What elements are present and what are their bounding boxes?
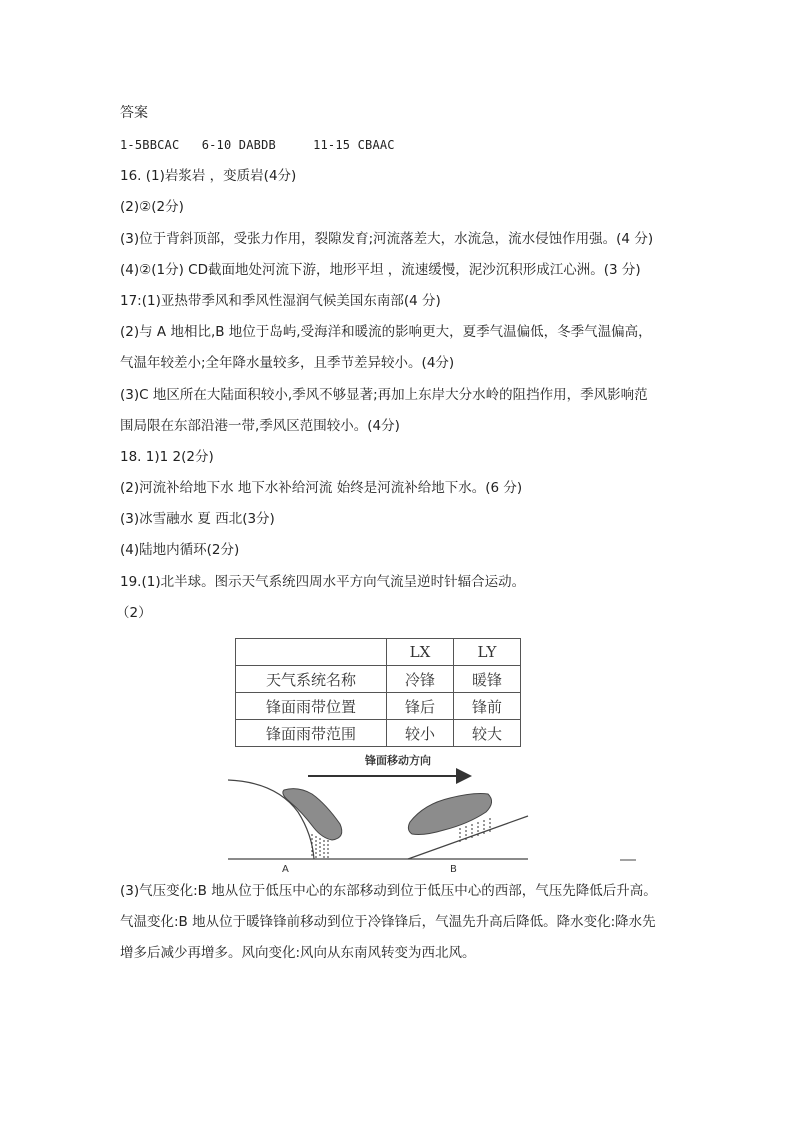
table-row bbox=[236, 693, 521, 720]
table-cell: 天气系统名称 bbox=[236, 666, 387, 693]
table-header-ly: LY bbox=[454, 639, 521, 666]
q17-line-1: 17:(1)亚热带季风和季风性湿润气候美国东南部(4 分) bbox=[120, 293, 441, 309]
front-movement-label: 锋面移动方向 bbox=[365, 754, 431, 767]
answer-title: 答案 bbox=[120, 105, 148, 121]
mc-answers bbox=[120, 135, 395, 155]
table-cell: 冷锋 bbox=[387, 666, 454, 693]
q19-part3-line-2: 气温变化:B 地从位于暖锋锋前移动到位于冷锋锋后，气温先升高后降低。降水变化:降水先 bbox=[120, 914, 656, 930]
q16-line-3: (3)位于背斜顶部，受张力作用，裂隙发育;河流落差大，水流急，流水侵蚀作用强。(4 分) bbox=[120, 231, 654, 247]
table-cell: 暖锋 bbox=[454, 666, 521, 693]
mc-answers-6-10: 6-10 DABDB bbox=[201, 138, 276, 152]
mc-answers-1-5: 1-5BBCAC bbox=[120, 138, 180, 152]
q18-line-1: 18. 1)1 2(2分) bbox=[120, 449, 214, 465]
q17-line-3: 气温年较差小;全年降水量较多，且季节差异较小。(4分) bbox=[120, 355, 455, 371]
table-cell: 较小 bbox=[387, 720, 454, 747]
q17-line-5: 围局限在东部沿港一带,季风区范围较小。(4分) bbox=[120, 418, 400, 434]
table-header-cell bbox=[236, 639, 387, 666]
table-row bbox=[236, 720, 521, 747]
front-comparison-table bbox=[235, 638, 521, 747]
q17-line-2: (2)与 A 地相比,B 地位于岛屿,受海洋和暖流的影响更大，夏季气温偏低，冬季气温偏高， bbox=[120, 324, 652, 340]
q19-part3-line-1: (3)气压变化:B 地从位于低压中心的东部移动到位于低压中心的西部，气压先降低后升高。 bbox=[120, 883, 657, 899]
location-label-a: A bbox=[282, 864, 289, 875]
table-cell: 较大 bbox=[454, 720, 521, 747]
table-cell: 锋前 bbox=[454, 693, 521, 720]
cold-front-cloud bbox=[283, 789, 342, 840]
q19-part3-line-3: 增多后减少再增多。风向变化:风向从东南风转变为西北风。 bbox=[120, 945, 476, 961]
location-label-b: B bbox=[450, 864, 457, 875]
mc-answers-11-15: 11-15 CBAAC bbox=[313, 138, 395, 152]
q19-line-1: 19.(1)北半球。图示天气系统四周水平方向气流呈逆时针辐合运动。 bbox=[120, 574, 526, 590]
front-diagram bbox=[228, 752, 638, 876]
q16-line-4: (4)②(1分) CD截面地处河流下游，地形平坦 ，流速缓慢，泥沙沉积形成江心洲。(3 分) bbox=[120, 262, 641, 278]
table-cell: 锋面雨带位置 bbox=[236, 693, 387, 720]
q16-line-2: (2)②(2分) bbox=[120, 199, 184, 215]
q18-line-3: (3)冰雪融水 夏 西北(3分) bbox=[120, 511, 275, 527]
table-cell: 锋后 bbox=[387, 693, 454, 720]
q19-part2-label: （2） bbox=[116, 605, 152, 621]
warm-front-cloud bbox=[408, 794, 491, 835]
table-header-lx: LX bbox=[387, 639, 454, 666]
table-cell: 锋面雨带范围 bbox=[236, 720, 387, 747]
table-header-row bbox=[236, 639, 521, 666]
table-row bbox=[236, 666, 521, 693]
q18-line-4: (4)陆地内循环(2分) bbox=[120, 542, 240, 558]
q16-line-1: 16. (1)岩浆岩 ，变质岩(4分) bbox=[120, 168, 297, 184]
q18-line-2: (2)河流补给地下水 地下水补给河流 始终是河流补给地下水。(6 分) bbox=[120, 480, 523, 496]
q17-line-4: (3)C 地区所在大陆面积较小,季风不够显著;再加上东岸大分水岭的阻挡作用，季风影响范 bbox=[120, 387, 648, 403]
